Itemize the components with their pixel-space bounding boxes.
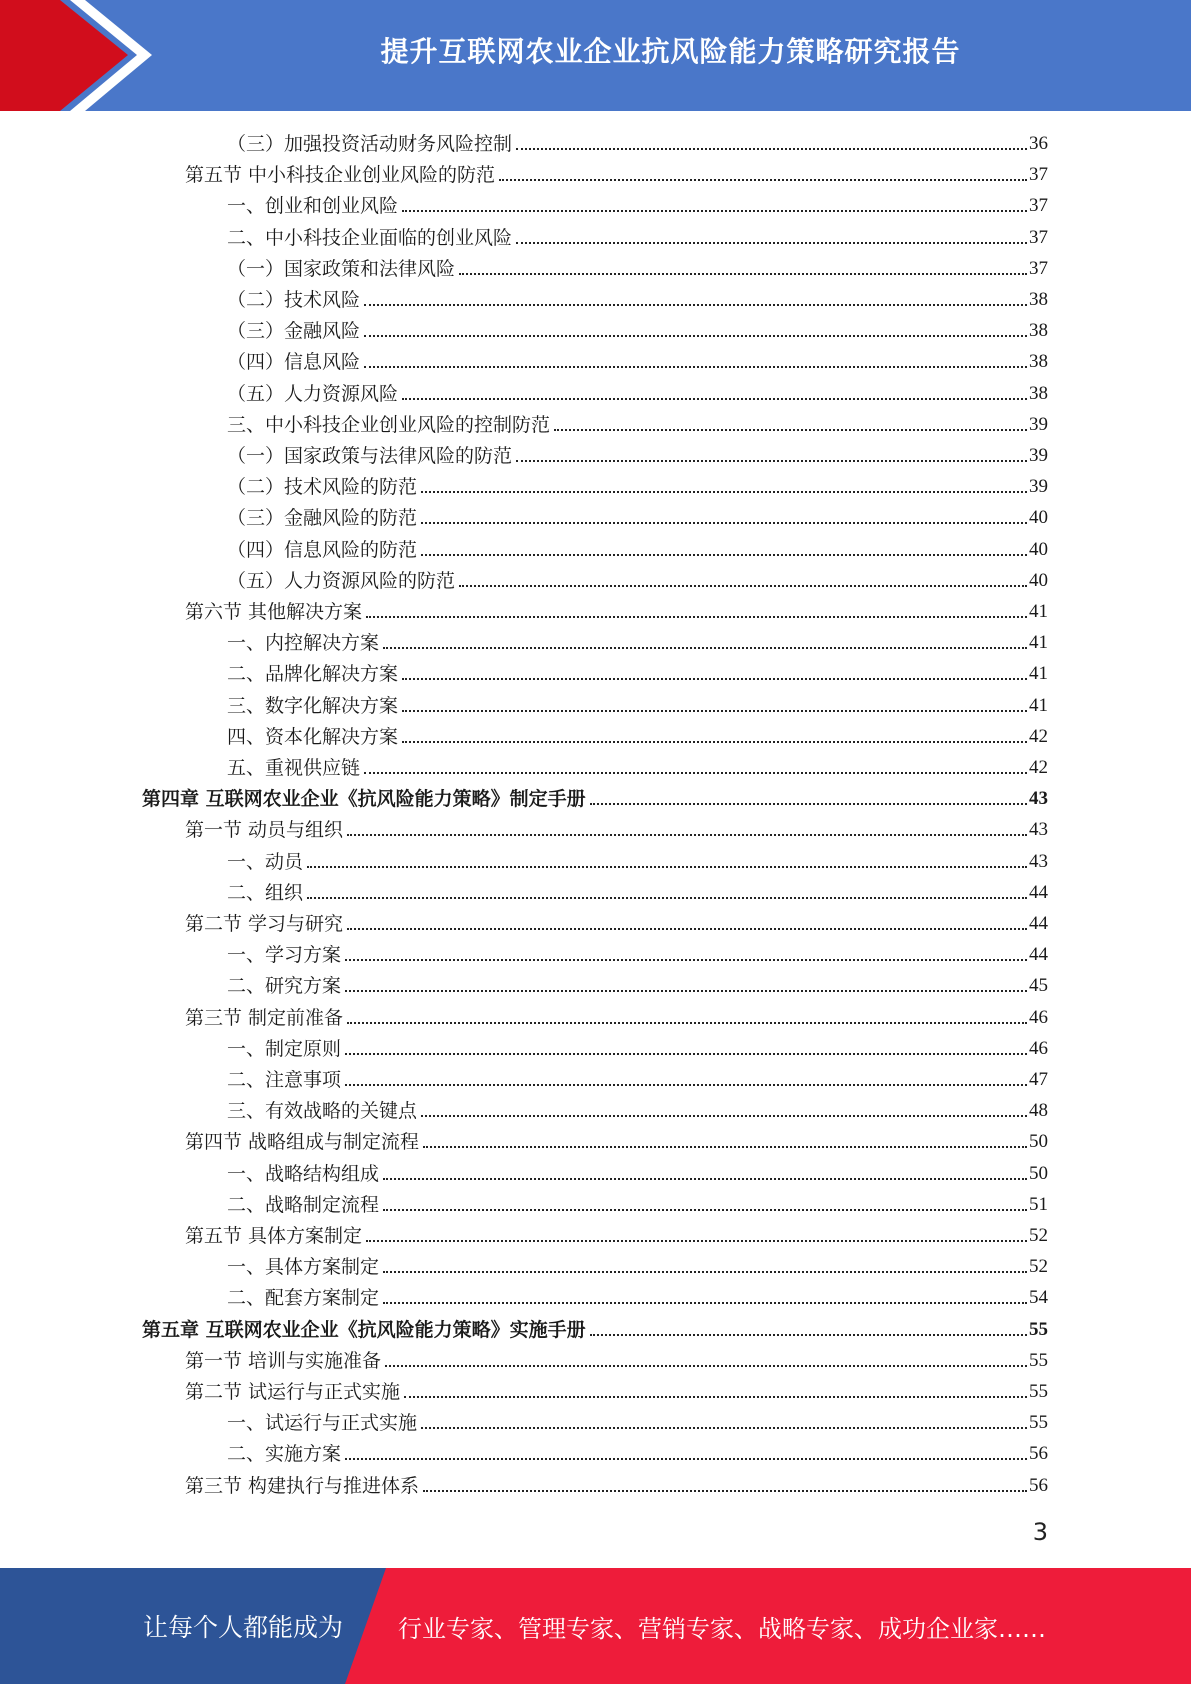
toc-entry-page: 42: [1029, 757, 1048, 778]
toc-subsection-entry[interactable]: [227, 565, 1048, 593]
toc-subsection-entry[interactable]: [227, 1158, 1048, 1186]
toc-entry-page: 41: [1029, 694, 1048, 716]
page-header: [0, 0, 1191, 111]
report-title: 提升互联网农业企业抗风险能力策略研究报告: [380, 35, 961, 68]
toc-dot-leader: [499, 178, 1027, 181]
toc-entry-page: 36: [1029, 133, 1048, 154]
toc-dot-leader: [402, 677, 1027, 680]
toc-entry-label: （二）技术风险的防范: [227, 476, 418, 499]
toc-dot-leader: [345, 1052, 1027, 1055]
toc-subsection-entry[interactable]: [227, 534, 1048, 562]
toc-entry-label: 三、有效战略的关键点: [227, 1100, 418, 1123]
toc-dot-leader: [385, 1364, 1027, 1367]
toc-entry-page: 41: [1029, 663, 1048, 685]
toc-entry-label: （三）金融风险: [227, 320, 361, 343]
toc-subsection-entry[interactable]: [227, 222, 1048, 250]
toc-entry-page: 44: [1029, 913, 1048, 934]
toc-entry-label: （二）技术风险: [227, 289, 361, 311]
toc-subsection-entry[interactable]: [227, 315, 1048, 343]
toc-section-entry[interactable]: [185, 1002, 1048, 1030]
toc-subsection-entry[interactable]: [227, 128, 1048, 156]
toc-dot-leader: [421, 521, 1027, 524]
toc-entry-page: 39: [1029, 445, 1048, 466]
toc-dot-leader: [423, 1145, 1027, 1148]
toc-entry-label: 二、品牌化解决方案: [227, 663, 399, 686]
toc-entry-page: 47: [1029, 1069, 1048, 1090]
toc-entry-label: 一、学习方案: [227, 944, 342, 967]
toc-entry-label: （一）国家政策与法律风险的防范: [227, 445, 513, 467]
toc-dot-leader: [364, 334, 1027, 337]
toc-subsection-entry[interactable]: [227, 877, 1048, 905]
toc-entry-label: 四、资本化解决方案: [227, 725, 399, 748]
toc-subsection-entry[interactable]: [227, 939, 1048, 967]
toc-dot-leader: [347, 1021, 1027, 1024]
toc-entry-page: 41: [1029, 601, 1048, 622]
toc-dot-leader: [516, 147, 1027, 150]
toc-entry-page: 46: [1029, 1006, 1048, 1028]
toc-dot-leader: [383, 1301, 1027, 1304]
toc-subsection-entry[interactable]: [227, 627, 1048, 655]
toc-entry-page: 37: [1029, 164, 1048, 186]
toc-entry-page: 37: [1029, 226, 1048, 248]
toc-subsection-entry[interactable]: [227, 346, 1048, 374]
toc-dot-leader: [402, 397, 1027, 400]
toc-subsection-entry[interactable]: [227, 440, 1048, 468]
toc-dot-leader: [421, 553, 1027, 556]
toc-subsection-entry[interactable]: [227, 190, 1048, 218]
toc-entry-label: 第一节 动员与组织: [185, 819, 344, 842]
toc-entry-label: 一、动员: [227, 850, 304, 873]
toc-dot-leader: [307, 865, 1027, 868]
toc-dot-leader: [404, 1395, 1027, 1398]
toc-dot-leader: [347, 927, 1027, 930]
toc-section-entry[interactable]: [185, 1220, 1048, 1248]
toc-entry-page: 52: [1029, 1225, 1048, 1246]
toc-entry-label: （三）金融风险的防范: [227, 507, 418, 530]
toc-subsection-entry[interactable]: [227, 253, 1048, 281]
toc-entry-page: 56: [1029, 1474, 1048, 1496]
toc-subsection-entry[interactable]: [227, 1189, 1048, 1217]
toc-dot-leader: [554, 428, 1027, 431]
toc-entry-page: 43: [1029, 819, 1048, 841]
toc-entry-page: 55: [1029, 1349, 1048, 1371]
toc-entry-label: （四）信息风险的防范: [227, 538, 418, 561]
toc-entry-label: 第五节 具体方案制定: [185, 1225, 363, 1247]
toc-entry-page: 45: [1029, 975, 1048, 997]
toc-dot-leader: [459, 584, 1027, 587]
toc-subsection-entry[interactable]: [227, 721, 1048, 749]
toc-entry-page: 55: [1029, 1412, 1048, 1434]
toc-subsection-entry[interactable]: [227, 502, 1048, 530]
toc-subsection-entry[interactable]: [227, 846, 1048, 874]
toc-entry-page: 52: [1029, 1256, 1048, 1278]
toc-section-entry[interactable]: [185, 908, 1048, 936]
toc-section-entry[interactable]: [185, 159, 1048, 187]
toc-dot-leader: [516, 241, 1027, 244]
toc-subsection-entry[interactable]: [227, 970, 1048, 998]
toc-entry-page: 38: [1029, 320, 1048, 342]
toc-entry-page: 37: [1029, 195, 1048, 217]
toc-entry-label: （一）国家政策和法律风险: [227, 257, 456, 280]
toc-dot-leader: [459, 272, 1027, 275]
toc-entry-label: 三、数字化解决方案: [227, 694, 399, 717]
toc-entry-label: 第五节 中小科技企业创业风险的防范: [185, 164, 496, 187]
footer-slogan-right: 行业专家、管理专家、营销专家、战略专家、成功企业家……: [398, 1614, 1046, 1643]
toc-subsection-entry[interactable]: [227, 409, 1048, 437]
toc-entry-page: 39: [1029, 413, 1048, 435]
toc-section-entry[interactable]: [185, 814, 1048, 842]
toc-dot-leader: [383, 646, 1027, 649]
toc-subsection-entry[interactable]: [227, 1033, 1048, 1061]
toc-entry-page: 44: [1029, 881, 1048, 903]
toc-entry-label: 二、中小科技企业面临的创业风险: [227, 226, 513, 249]
toc-subsection-entry[interactable]: [227, 1251, 1048, 1279]
toc-entry-page: 38: [1029, 289, 1048, 310]
toc-entry-page: 40: [1029, 569, 1048, 591]
toc-entry-label: 二、配套方案制定: [227, 1287, 380, 1310]
toc-entry-label: 第六节 其他解决方案: [185, 601, 363, 623]
toc-dot-leader: [421, 490, 1027, 493]
footer-slogan-left: 让每个人都能成为: [143, 1613, 344, 1642]
toc-subsection-entry[interactable]: [227, 752, 1048, 780]
toc-entry-page: 55: [1029, 1381, 1048, 1402]
toc-entry-page: 42: [1029, 725, 1048, 747]
toc-dot-leader: [366, 1239, 1027, 1242]
toc-section-entry[interactable]: [185, 1376, 1048, 1404]
toc-entry-page: 54: [1029, 1287, 1048, 1309]
toc-entry-page: 41: [1029, 632, 1048, 654]
toc-entry-page: 50: [1029, 1162, 1048, 1184]
toc-entry-page: 43: [1029, 850, 1048, 872]
toc-dot-leader: [383, 1270, 1027, 1273]
page-number: 3: [1032, 1518, 1048, 1546]
toc-dot-leader: [421, 1426, 1027, 1429]
toc-subsection-entry[interactable]: [227, 690, 1048, 718]
toc-subsection-entry[interactable]: [227, 378, 1048, 406]
toc-entry-label: 一、制定原则: [227, 1037, 342, 1060]
toc-entry-label: （四）信息风险: [227, 351, 361, 374]
toc-entry-page: 40: [1029, 507, 1048, 529]
toc-entry-label: 一、创业和创业风险: [227, 195, 399, 218]
toc-entry-page: 46: [1029, 1037, 1048, 1059]
toc-dot-leader: [590, 1333, 1027, 1336]
toc-entry-label: （五）人力资源风险: [227, 382, 399, 405]
toc-entry-label: 一、试运行与正式实施: [227, 1412, 418, 1435]
toc-entry-label: （三）加强投资活动财务风险控制: [227, 133, 513, 155]
toc-entry-label: 二、组织: [227, 881, 304, 904]
toc-section-entry[interactable]: [185, 1126, 1048, 1154]
toc-dot-leader: [423, 1489, 1027, 1492]
toc-entry-page: 40: [1029, 538, 1048, 560]
toc-entry-page: 55: [1029, 1318, 1048, 1340]
toc-subsection-entry[interactable]: [227, 284, 1048, 312]
toc-subsection-entry[interactable]: [227, 1407, 1048, 1435]
toc-dot-leader: [345, 989, 1027, 992]
toc-entry-label: 第一节 培训与实施准备: [185, 1349, 382, 1372]
toc-entry-label: 一、具体方案制定: [227, 1256, 380, 1279]
toc-entry-label: 第五章 互联网农业企业《抗风险能力策略》实施手册: [142, 1318, 586, 1341]
toc-dot-leader: [402, 709, 1027, 712]
toc-section-entry[interactable]: [185, 1470, 1048, 1498]
toc-dot-leader: [345, 958, 1027, 961]
toc-entry-label: 二、实施方案: [227, 1443, 342, 1466]
toc-entry-label: （五）人力资源风险的防范: [227, 569, 456, 592]
toc-dot-leader: [364, 365, 1027, 368]
toc-dot-leader: [366, 615, 1027, 618]
toc-chapter-entry[interactable]: [142, 783, 1048, 811]
toc-entry-label: 第四章 互联网农业企业《抗风险能力策略》制定手册: [142, 788, 586, 811]
toc-subsection-entry[interactable]: [227, 1282, 1048, 1310]
toc-dot-leader: [307, 896, 1027, 899]
toc-dot-leader: [347, 833, 1027, 836]
toc-dot-leader: [590, 802, 1027, 805]
toc-subsection-entry[interactable]: [227, 1095, 1048, 1123]
toc-dot-leader: [516, 459, 1027, 462]
toc-entry-label: 三、中小科技企业创业风险的控制防范: [227, 413, 551, 436]
toc-entry-label: 一、内控解决方案: [227, 632, 380, 655]
toc-dot-leader: [402, 740, 1027, 743]
toc-dot-leader: [402, 209, 1027, 212]
toc-entry-page: 43: [1029, 788, 1048, 810]
toc-chapter-entry[interactable]: [142, 1314, 1048, 1342]
toc-entry-page: 48: [1029, 1100, 1048, 1122]
toc-dot-leader: [364, 771, 1027, 774]
toc-section-entry[interactable]: [185, 596, 1048, 624]
toc-entry-page: 39: [1029, 476, 1048, 498]
toc-entry-label: 二、研究方案: [227, 975, 342, 998]
toc-entry-label: 第二节 试运行与正式实施: [185, 1381, 401, 1403]
toc-dot-leader: [345, 1083, 1027, 1086]
toc-entry-label: 一、战略结构组成: [227, 1162, 380, 1185]
toc-section-entry[interactable]: [185, 1345, 1048, 1373]
toc-entry-label: 第四节 战略组成与制定流程: [185, 1131, 420, 1154]
toc-entry-page: 38: [1029, 351, 1048, 373]
toc-entry-label: 第三节 制定前准备: [185, 1006, 344, 1029]
toc-dot-leader: [421, 1114, 1027, 1117]
toc-dot-leader: [383, 1177, 1027, 1180]
toc-dot-leader: [345, 1457, 1027, 1460]
toc-entry-page: 51: [1029, 1193, 1048, 1215]
toc-entry-page: 37: [1029, 257, 1048, 279]
toc-dot-leader: [383, 1208, 1027, 1211]
toc-entry-page: 38: [1029, 382, 1048, 404]
toc-subsection-entry[interactable]: [227, 1064, 1048, 1092]
toc-subsection-entry[interactable]: [227, 658, 1048, 686]
toc-entry-label: 第三节 构建执行与推进体系: [185, 1474, 420, 1497]
toc-entry-label: 五、重视供应链: [227, 757, 361, 779]
toc-entry-page: 56: [1029, 1443, 1048, 1465]
toc-subsection-entry[interactable]: [227, 1438, 1048, 1466]
toc-dot-leader: [364, 303, 1027, 306]
toc-entry-page: 44: [1029, 944, 1048, 966]
toc-entry-label: 第二节 学习与研究: [185, 913, 344, 935]
toc-entry-label: 二、注意事项: [227, 1069, 342, 1091]
toc-subsection-entry[interactable]: [227, 471, 1048, 499]
page-footer: [0, 1568, 1191, 1684]
toc-entry-label: 二、战略制定流程: [227, 1193, 380, 1216]
toc-entry-page: 50: [1029, 1131, 1048, 1153]
